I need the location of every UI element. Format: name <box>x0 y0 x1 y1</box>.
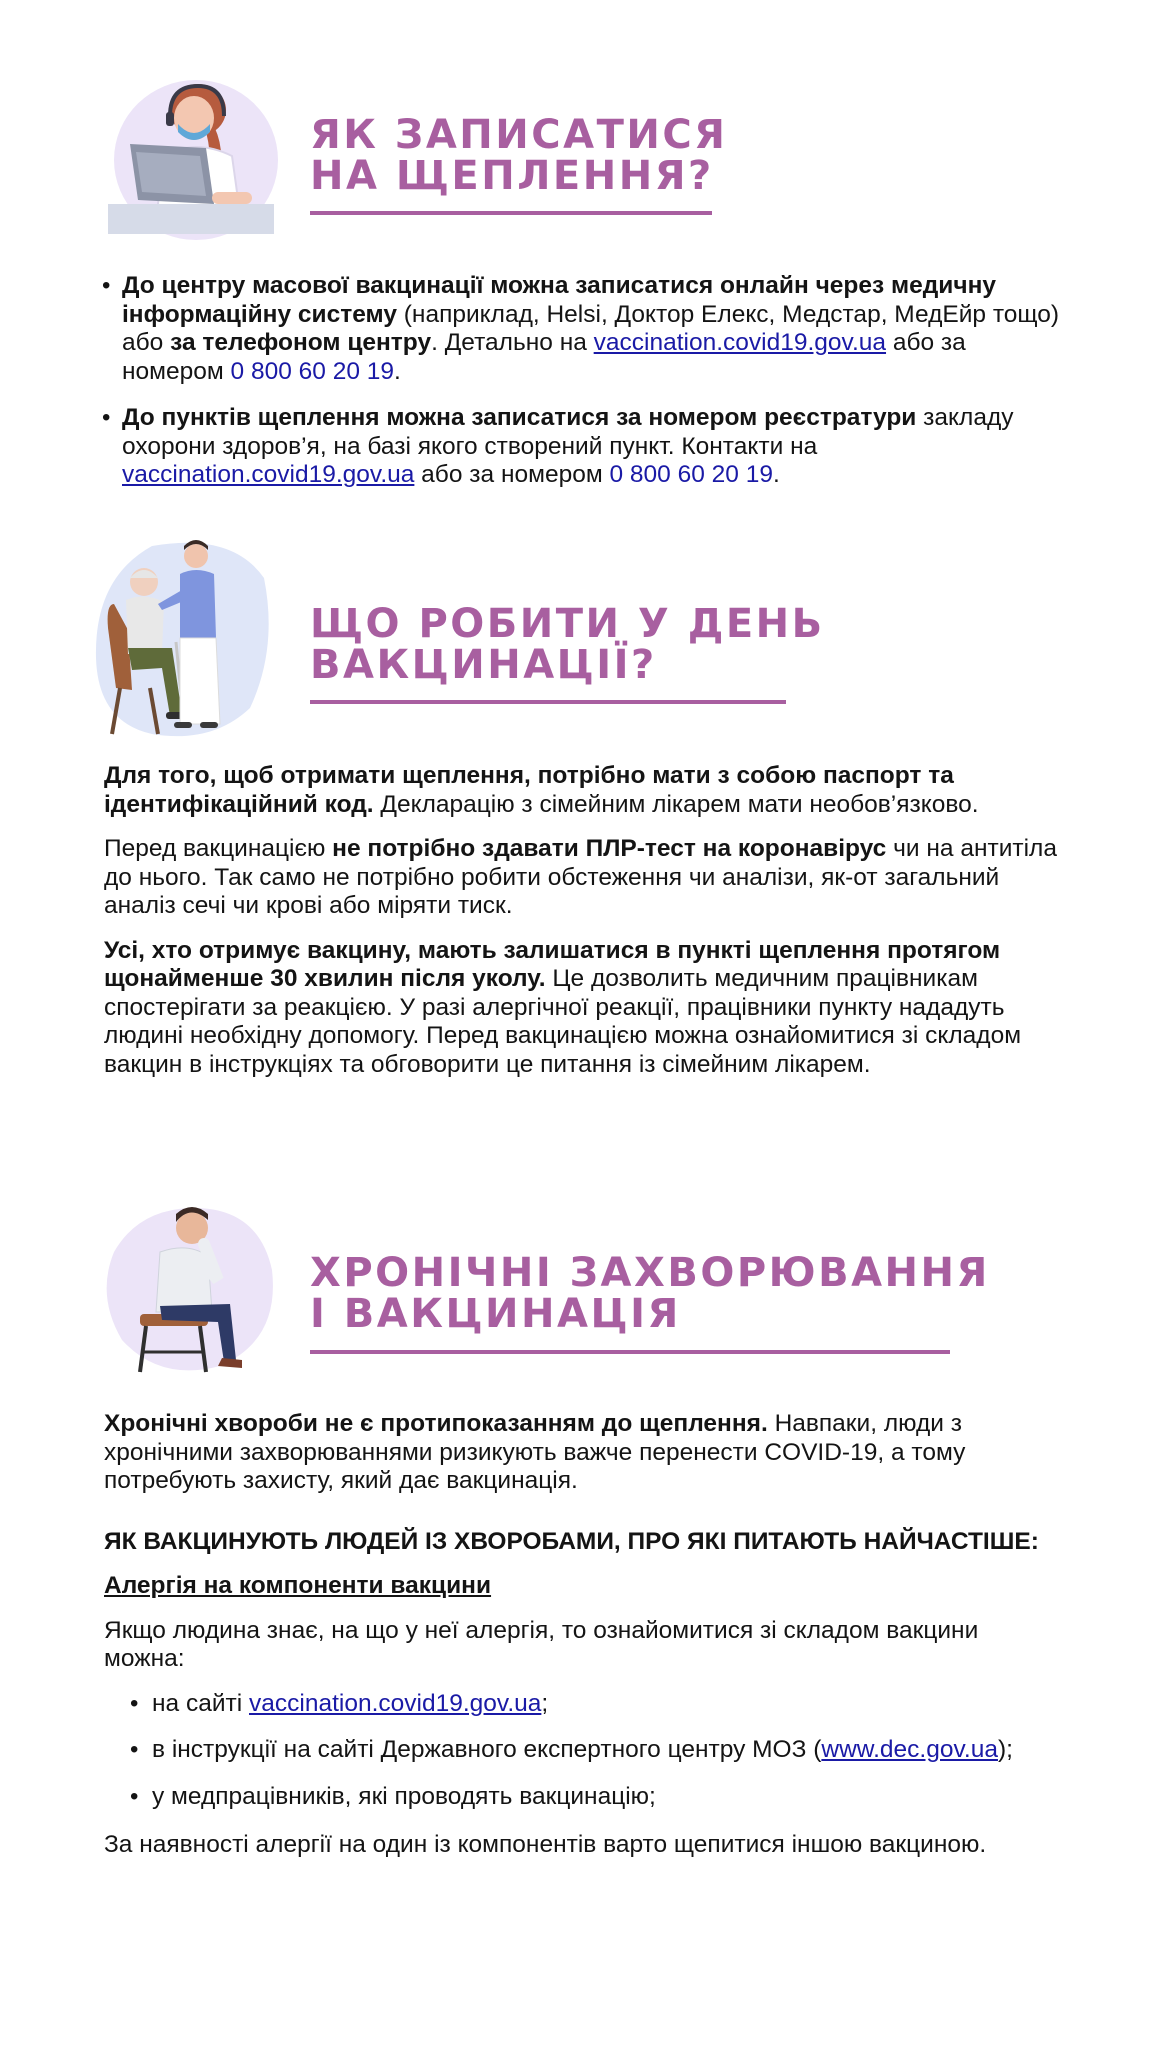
section3-divider <box>310 1350 950 1354</box>
b1-text2: . Детально на <box>431 329 594 356</box>
section3-body <box>104 1410 1064 1876</box>
li2-text: в інструкції на сайті Державного експертного центру МОЗ ( <box>152 1736 822 1763</box>
section1-body <box>104 272 1064 508</box>
vaccination-site-link[interactable]: vaccination.covid19.gov.ua <box>593 329 887 356</box>
li1-text: на сайті <box>152 1689 249 1717</box>
closing-paragraph: За наявності алергії на один із компонентів варто щепитися іншою вакциною. <box>104 1831 987 1858</box>
b1-text: (наприклад, Helsi, Доктор Елекс, Медстар, МедЕйр тощо) або <box>122 300 1060 356</box>
list-item <box>114 1690 1064 1719</box>
pcr-paragraph <box>104 835 1064 921</box>
section3-title-line1: ХРОНІЧНІ ЗАХВОРЮВАННЯ <box>310 1250 990 1296</box>
list-item <box>114 1783 1064 1812</box>
register-options-list <box>88 272 1064 490</box>
section3-title-line2: І ВАКЦИНАЦІЯ <box>310 1291 681 1337</box>
pcr-text2: чи на антитіла до нього. Так само не потрібно робити обстеження чи аналізи, як-от загальний аналіз сечі чи крові або міряти тиск. <box>104 835 1057 919</box>
documents-bold: Для того, щоб отримати щеплення, потрібно мати з собою паспорт та ідентифікаційний код. <box>104 762 954 818</box>
chronic-text: Навпаки, люди з хронічними захворюваннями ризикують важче перенести COVID-19, а тому потребують захисту, який дає вакцинація. <box>104 1410 966 1494</box>
allergy-heading: Алергія на компоненти вакцини <box>104 1572 492 1599</box>
li3-text: у медпрацівників, які проводять вакцинацію; <box>152 1782 656 1810</box>
section3-title <box>310 1250 990 1337</box>
section2-title-line2: ВАКЦИНАЦІЇ? <box>310 642 657 688</box>
dec-site-link[interactable]: www.dec.gov.ua <box>821 1736 998 1763</box>
b1-bold-text: До центру масової вакцинації можна записатися онлайн через медичну інформаційну систему <box>122 272 997 328</box>
section1-divider <box>310 211 712 215</box>
pcr-bold: не потрібно здавати ПЛР-тест на коронавірус <box>332 835 887 862</box>
observation-text: Це дозволить медичним працівникам спостерігати за реакцією. У разі алергічної реакції, працівники пункту нададуть людині необхідну допомогу. Перед вакцинацією можна ознайомитися зі складом вакцин в інструкціях та обговорити це питання із сімейним лікарем. <box>104 965 1022 1078</box>
b1-end: . <box>394 357 401 385</box>
section1-title-line2: НА ЩЕПЛЕННЯ? <box>310 153 714 199</box>
operator-with-laptop-icon <box>104 72 284 242</box>
nurse-vaccinating-elder-icon <box>92 538 272 743</box>
documents-paragraph <box>104 762 1064 819</box>
vaccination-site-link[interactable]: vaccination.covid19.gov.ua <box>249 1689 542 1717</box>
allergy-sources-list <box>114 1690 1064 1812</box>
li1-end: ; <box>541 1689 549 1717</box>
pcr-text1: Перед вакцинацією <box>104 835 333 862</box>
chronic-bold: Хронічні хвороби не є протипоказанням до щеплення. <box>104 1410 768 1437</box>
observation-paragraph <box>104 937 1064 1080</box>
section1-title-line1: ЯК ЗАПИСАТИСЯ <box>310 112 728 158</box>
b2-end: . <box>772 461 780 488</box>
list-item <box>88 272 1064 386</box>
list-item <box>114 1736 1064 1765</box>
b2-bold-text: До пунктів щеплення можна записатися за номером реєстратури <box>122 404 917 431</box>
section2-title <box>310 601 825 688</box>
section1-title <box>310 112 728 199</box>
observation-bold: Усі, хто отримує вакцину, мають залишатися в пункті щеплення протягом щонайменше 30 хвилин після уколу. <box>104 936 1001 992</box>
section2-body <box>104 762 1064 1095</box>
list-item <box>88 404 1064 490</box>
chronic-paragraph <box>104 1410 1064 1496</box>
section2-divider <box>310 700 786 704</box>
b2-text: закладу охорони здоров’я, на базі якого створений пункт. Контакти на <box>122 404 1014 460</box>
b1-text3: або за номером <box>122 329 966 385</box>
allergy-intro: Якщо людина знає, на що у неї алергія, то ознайомитися зі складом вакцини можна: <box>104 1616 979 1672</box>
b2-text2: або за номером <box>414 461 610 488</box>
hotline-phone[interactable]: 0 800 60 20 19 <box>609 461 773 488</box>
li2-end: ); <box>997 1736 1013 1763</box>
vaccination-site-link[interactable]: vaccination.covid19.gov.ua <box>122 461 415 488</box>
faq-subheading: ЯК ВАКЦИНУЮТЬ ЛЮДЕЙ ІЗ ХВОРОБАМИ, ПРО ЯКІ ПИТАЮТЬ НАЙЧАСТІШЕ: <box>104 1527 1039 1555</box>
thinking-man-on-stool-icon <box>100 1200 280 1380</box>
documents-text: Декларацію з сімейним лікарем мати необов’язково. <box>373 790 979 818</box>
hotline-phone[interactable]: 0 800 60 20 19 <box>230 357 395 385</box>
section2-title-line1: ЩО РОБИТИ У ДЕНЬ <box>310 601 825 647</box>
b1-bold-phone-center: за телефоном центру <box>170 329 432 356</box>
